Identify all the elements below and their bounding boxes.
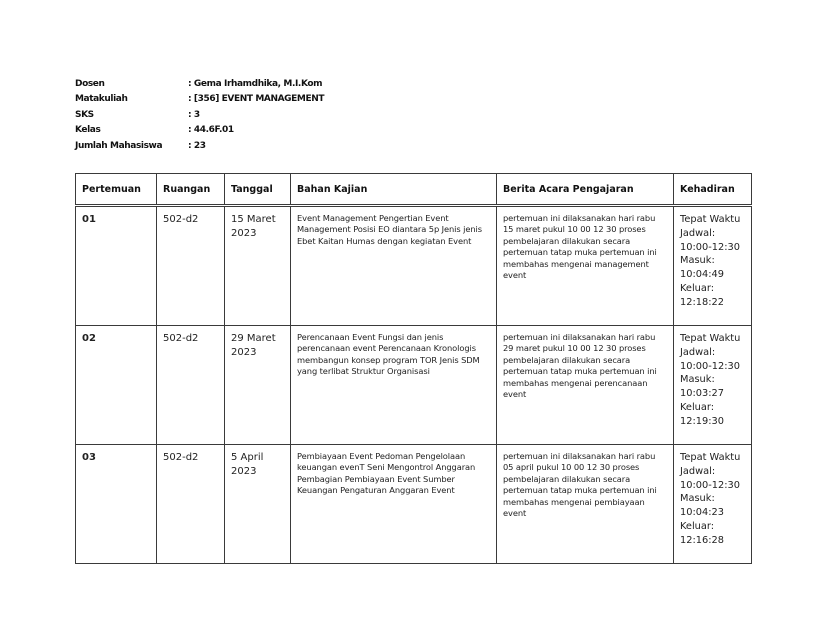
cell-berita-acara xyxy=(497,206,674,326)
keluar-label: Keluar: xyxy=(680,401,715,413)
cell-berita-acara xyxy=(497,326,674,445)
jadwal-value: 10:00-12:30 xyxy=(680,479,741,491)
keluar-label: Keluar: xyxy=(680,282,715,294)
jumlah-label: Jumlah Mahasiswa xyxy=(75,140,163,151)
header-ruangan: Ruangan xyxy=(157,174,225,206)
jumlah-value: : 23 xyxy=(188,140,206,151)
cell-ruangan xyxy=(157,326,225,445)
table-header-row xyxy=(76,174,752,206)
kelas-value: : 44.6F.01 xyxy=(188,125,234,136)
kehadiran-status: Tepat Waktu xyxy=(680,452,741,463)
sks-value: : 3 xyxy=(188,109,200,120)
pertemuan-number: 03 xyxy=(82,452,96,463)
ruangan-value: 502-d2 xyxy=(163,333,199,344)
keluar-value: 12:16:28 xyxy=(680,534,724,546)
tanggal-value: 5 April 2023 xyxy=(231,452,264,477)
cell-bahan-kajian xyxy=(291,445,497,564)
info-row-matakuliah xyxy=(75,92,324,108)
kehadiran-info xyxy=(680,332,745,429)
keluar-value: 12:19:30 xyxy=(680,415,724,427)
pertemuan-number: 02 xyxy=(82,333,96,344)
cell-bahan-kajian xyxy=(291,326,497,445)
matakuliah-value: : [356] EVENT MANAGEMENT xyxy=(188,94,325,105)
cell-tanggal xyxy=(225,326,291,445)
info-row-sks xyxy=(75,107,324,123)
kelas-label: Kelas xyxy=(75,125,101,136)
masuk-label: Masuk: xyxy=(680,255,715,267)
kehadiran-info xyxy=(680,213,745,310)
tanggal-value: 29 Maret 2023 xyxy=(231,333,276,358)
pertemuan-number: 01 xyxy=(82,214,96,225)
bahan-kajian-text: Pembiayaan Event Pedoman Pengelolaan keuangan evenT Seni Mengontrol Anggaran Pembagian Pembiayaan Event Sumber Keuangan Pengaturan Anggaran Event xyxy=(297,451,476,496)
bahan-kajian-text: Perencanaan Event Fungsi dan jenis perencanaan event Perencanaan Kronologis membangun konsep program TOR Jenis SDM yang terlibat Struktur Organisasi xyxy=(297,332,480,377)
berita-acara-text: pertemuan ini dilaksanakan hari rabu 05 april pukul 10 00 12 30 proses pembelajaran dilakukan secara pertemuan tatap muka pertemuan ini membahas mengenai pembiayaan event xyxy=(503,451,657,519)
header-tanggal: Tanggal xyxy=(225,174,291,206)
masuk-value: 10:04:23 xyxy=(680,507,724,519)
ruangan-value: 502-d2 xyxy=(163,214,199,225)
cell-kehadiran xyxy=(674,326,752,445)
cell-kehadiran xyxy=(674,206,752,326)
masuk-value: 10:04:49 xyxy=(680,269,724,281)
keluar-label: Keluar: xyxy=(680,520,715,532)
jadwal-value: 10:00-12:30 xyxy=(680,360,741,372)
info-row-jumlah xyxy=(75,138,324,154)
cell-kehadiran xyxy=(674,445,752,564)
berita-acara-text: pertemuan ini dilaksanakan hari rabu 29 maret pukul 10 00 12 30 proses pembelajaran dilakukan secara pertemuan tatap muka pertemuan ini membahas mengenai perencanaan event xyxy=(503,332,657,400)
jadwal-label: Jadwal: xyxy=(680,346,716,358)
kehadiran-info xyxy=(680,451,745,548)
header-berita-acara: Berita Acara Pengajaran xyxy=(497,174,674,206)
cell-ruangan xyxy=(157,445,225,564)
header-bahan-kajian: Bahan Kajian xyxy=(291,174,497,206)
masuk-label: Masuk: xyxy=(680,374,715,386)
table-row xyxy=(76,326,752,445)
cell-pertemuan xyxy=(76,445,157,564)
masuk-label: Masuk: xyxy=(680,493,715,505)
masuk-value: 10:03:27 xyxy=(680,388,724,400)
berita-acara-text: pertemuan ini dilaksanakan hari rabu 15 maret pukul 10 00 12 30 proses pembelajaran dilakukan secara pertemuan tatap muka pertemuan ini membahas mengenai management event xyxy=(503,213,657,281)
sks-label: SKS xyxy=(75,109,94,120)
cell-pertemuan xyxy=(76,326,157,445)
cell-bahan-kajian xyxy=(291,206,497,326)
tanggal-value: 15 Maret 2023 xyxy=(231,214,276,239)
info-row-kelas xyxy=(75,123,324,139)
kehadiran-status: Tepat Waktu xyxy=(680,333,741,344)
attendance-table xyxy=(75,173,752,564)
table-row xyxy=(76,206,752,326)
table-row xyxy=(76,445,752,564)
info-row-dosen xyxy=(75,76,324,92)
dosen-value: : Gema Irhamdhika, M.I.Kom xyxy=(188,78,323,89)
cell-berita-acara xyxy=(497,445,674,564)
bahan-kajian-text: Event Management Pengertian Event Management Posisi EO diantara 5p Jenis jenis Ebet Kaitan Humas dengan kegiatan Event xyxy=(297,213,482,246)
keluar-value: 12:18:22 xyxy=(680,296,724,308)
kehadiran-status: Tepat Waktu xyxy=(680,214,741,225)
cell-tanggal xyxy=(225,445,291,564)
header-pertemuan: Pertemuan xyxy=(76,174,157,206)
dosen-label: Dosen xyxy=(75,78,105,89)
matakuliah-label: Matakuliah xyxy=(75,94,128,105)
cell-tanggal xyxy=(225,206,291,326)
ruangan-value: 502-d2 xyxy=(163,452,199,463)
header-kehadiran: Kehadiran xyxy=(674,174,752,206)
course-info xyxy=(75,76,324,154)
cell-ruangan xyxy=(157,206,225,326)
cell-pertemuan xyxy=(76,206,157,326)
jadwal-value: 10:00-12:30 xyxy=(680,241,741,253)
jadwal-label: Jadwal: xyxy=(680,227,716,239)
jadwal-label: Jadwal: xyxy=(680,465,716,477)
